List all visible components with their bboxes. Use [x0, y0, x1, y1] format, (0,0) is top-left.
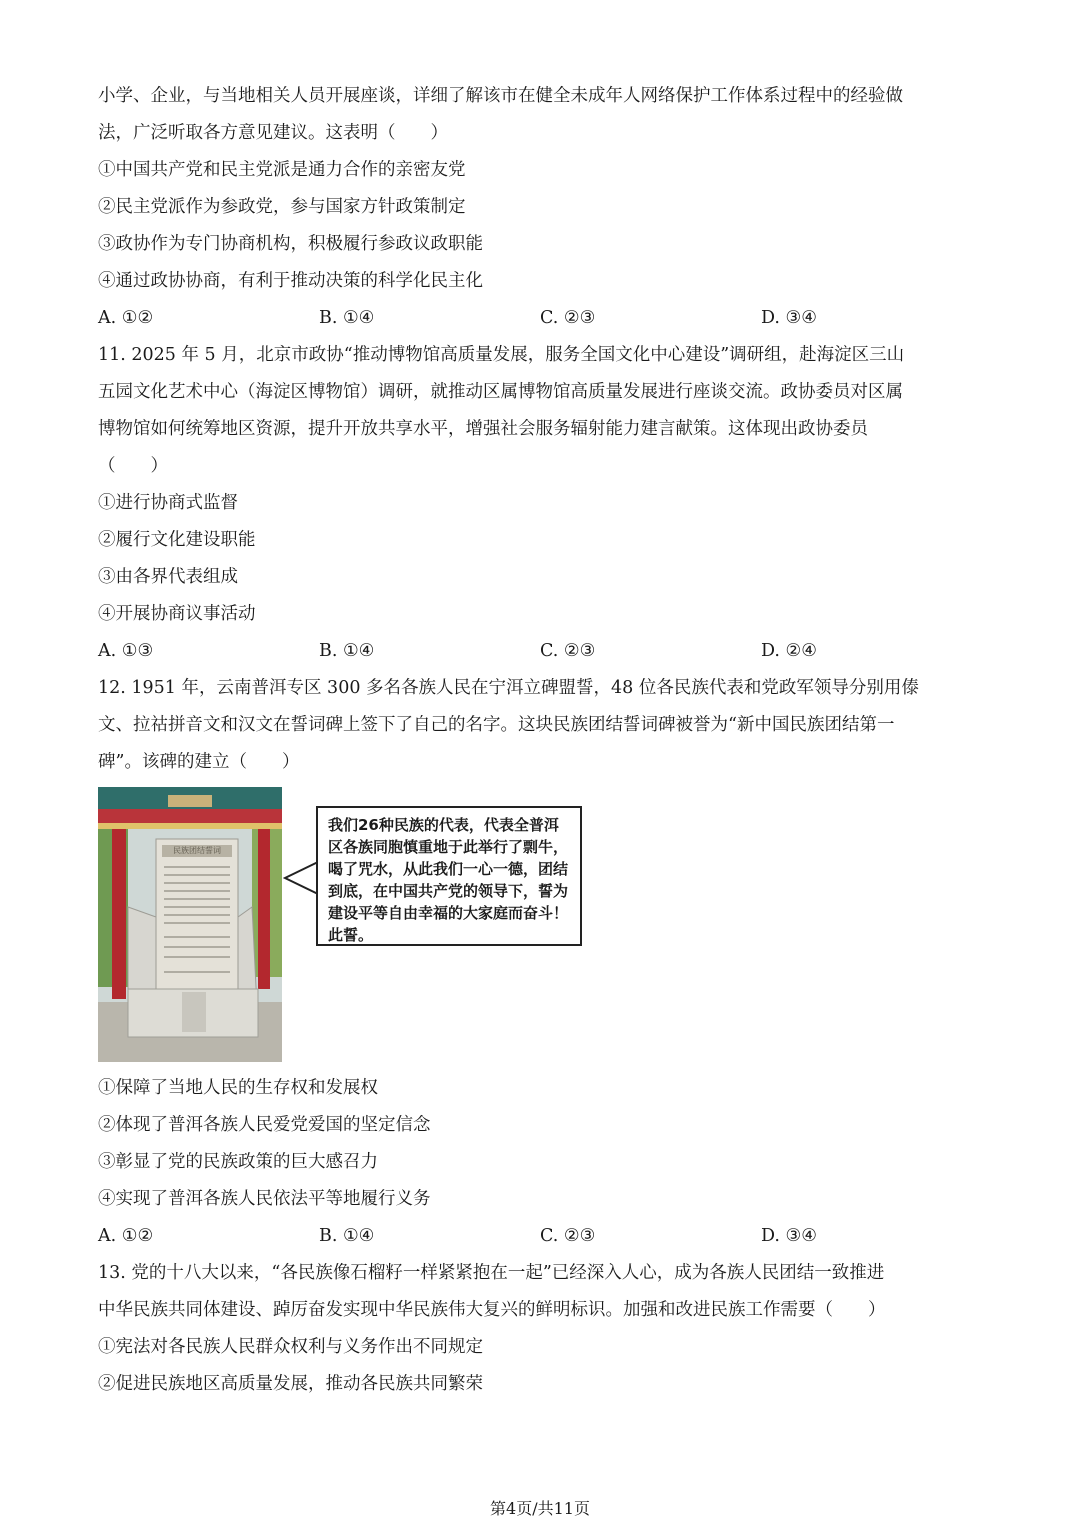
q10-statement-2: ②民主党派作为参政党，参与国家方针政策制定 — [98, 197, 466, 217]
q11-statement-3: ③由各界代表组成 — [98, 567, 238, 587]
q12-statement-4: ④实现了普洱各族人民依法平等地履行义务 — [98, 1189, 431, 1209]
q11-statement-1: ①进行协商式监督 — [98, 493, 238, 513]
q11-option-a: A. ①③ — [98, 641, 154, 661]
q13-stem-line-2: 中华民族共同体建设、踔厉奋发实现中华民族伟大复兴的鲜明标识。加强和改进民族工作需要（ ） — [98, 1300, 886, 1320]
stele-photo-drawing — [98, 787, 282, 1062]
q11-stem-line-2: 五园文化艺术中心（海淀区博物馆）调研，就推动区属博物馆高质量发展进行座谈交流。政协委员对区属 — [98, 382, 903, 402]
q13-stem-line-1: 13. 党的十八大以来，“各民族像石榴籽一样紧紧抱在一起”已经深入人心，成为各族人民团结一致推进 — [98, 1263, 885, 1283]
q11-statement-4: ④开展协商议事活动 — [98, 604, 256, 624]
q10-option-a: A. ①② — [98, 308, 154, 328]
q12-stem-line-3: 碑”。该碑的建立（ ） — [98, 752, 300, 772]
q12-option-b: B. ①④ — [319, 1226, 375, 1246]
q12-option-a: A. ①② — [98, 1226, 154, 1246]
stele-title: 民族团结誓词 — [173, 846, 221, 855]
oath-speech-bubble: 我们26种民族的代表，代表全普洱区各族同胞慎重地于此举行了剽牛，喝了咒水，从此我们一心一德，团结到底，在中国共产党的领导下，誓为建设平等自由幸福的大家庭而奋斗！此誓。 — [316, 806, 582, 946]
q13-statement-2: ②促进民族地区高质量发展，推动各民族共同繁荣 — [98, 1374, 483, 1394]
q10-option-c: C. ②③ — [540, 308, 596, 328]
q13-statement-1: ①宪法对各民族人民群众权利与义务作出不同规定 — [98, 1337, 483, 1357]
q10-text-line-2: 法，广泛听取各方意见建议。这表明（ ） — [98, 123, 448, 143]
q10-text-line-1: 小学、企业，与当地相关人员开展座谈，详细了解该市在健全未成年人网络保护工作体系过程中的经验做 — [98, 86, 903, 106]
page-number: 第4页/共11页 — [490, 1499, 590, 1518]
q12-statement-2: ②体现了普洱各族人民爱党爱国的坚定信念 — [98, 1115, 431, 1135]
q12-statement-1: ①保障了当地人民的生存权和发展权 — [98, 1078, 378, 1098]
q11-option-b: B. ①④ — [319, 641, 375, 661]
q12-stem-line-1: 12. 1951 年，云南普洱专区 300 多名各族人民在宁洱立碑盟誓，48 位各民族代表和党政军领导分别用傣 — [98, 678, 919, 698]
q11-stem-line-4: （ ） — [98, 456, 168, 476]
q10-statement-4: ④通过政协协商，有利于推动决策的科学化民主化 — [98, 271, 483, 291]
q12-stem-line-2: 文、拉祜拼音文和汉文在誓词碑上签下了自己的名字。这块民族团结誓词碑被誉为“新中国民族团结第一 — [98, 715, 895, 735]
q11-stem-line-1: 11. 2025 年 5 月，北京市政协“推动博物馆高质量发展，服务全国文化中心建设”调研组，赴海淀区三山 — [98, 345, 905, 365]
q11-statement-2: ②履行文化建设职能 — [98, 530, 256, 550]
q11-option-c: C. ②③ — [540, 641, 596, 661]
q10-option-b: B. ①④ — [319, 308, 375, 328]
stele-photo — [98, 787, 282, 1062]
q12-option-d: D. ③④ — [761, 1226, 817, 1246]
q11-stem-line-3: 博物馆如何统筹地区资源，提升开放共享水平，增强社会服务辐射能力建言献策。这体现出政协委员 — [98, 419, 868, 439]
q11-option-d: D. ②④ — [761, 641, 817, 661]
q12-option-c: C. ②③ — [540, 1226, 596, 1246]
q12-statement-3: ③彰显了党的民族政策的巨大感召力 — [98, 1152, 378, 1172]
q10-option-d: D. ③④ — [761, 308, 817, 328]
q10-statement-3: ③政协作为专门协商机构，积极履行参政议政职能 — [98, 234, 483, 254]
q10-statement-1: ①中国共产党和民主党派是通力合作的亲密友党 — [98, 160, 466, 180]
